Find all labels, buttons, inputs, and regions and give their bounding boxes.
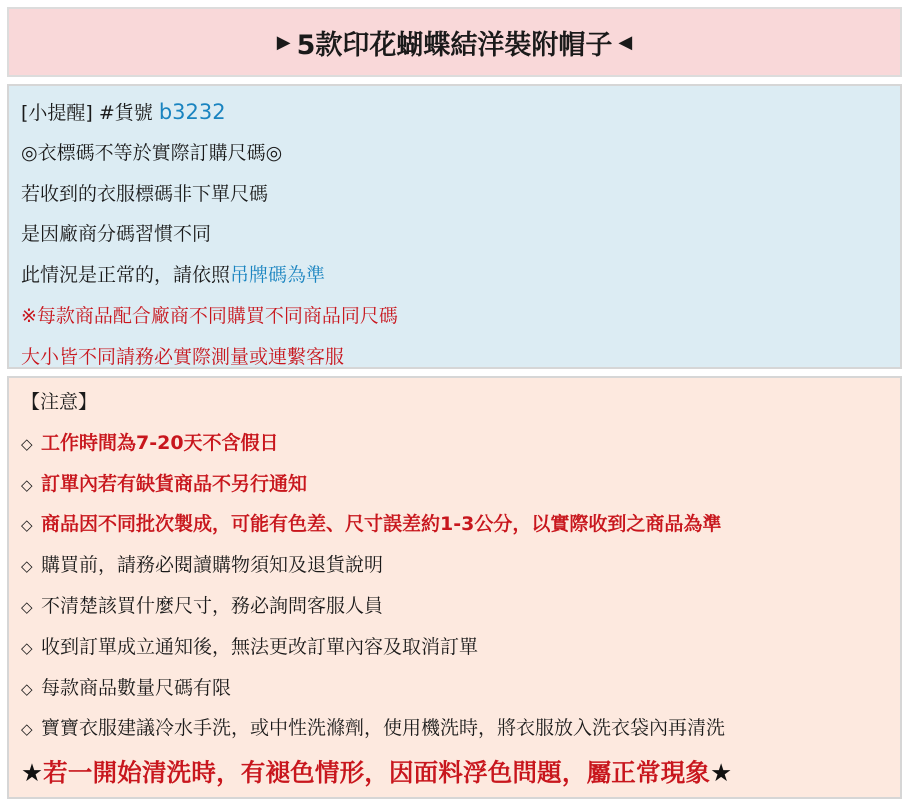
tag-size-text: 此情況是正常的，請依照 (21, 264, 231, 287)
sku-label: [小提醒] #貨號 (21, 102, 159, 124)
diamond-icon: ◇ (21, 475, 33, 494)
list-item (21, 708, 888, 749)
vendor-size-note: 是因廠商分碼習慣不同 (21, 223, 212, 246)
star-icon: ★ (21, 758, 44, 788)
washing-warning-text: 若一開始清洗時，有褪色情形，因面料浮色問題，屬正常現象 (43, 758, 711, 788)
list-item-text: 每款商品數量尺碼有限 (41, 676, 232, 699)
sku-line (21, 92, 888, 133)
diamond-icon: ◇ (21, 720, 33, 739)
tag-size-highlight: 吊牌碼為準 (230, 264, 326, 287)
list-item (21, 504, 888, 545)
page-title: 5款印花蝴蝶結洋裝附帽子 (296, 29, 613, 61)
list-item (21, 545, 888, 586)
arrow-left-icon: ◀ (618, 31, 633, 53)
diamond-icon: ◇ (21, 597, 33, 616)
list-item (21, 586, 888, 627)
list-item (21, 423, 888, 464)
list-item-text: 訂單內若有缺貨商品不另行通知 (41, 472, 308, 495)
list-item-text: 工作時間為7-20天不含假日 (41, 431, 279, 454)
star-icon: ★ (710, 758, 733, 788)
diamond-icon: ◇ (21, 638, 33, 657)
sku-code: b3232 (158, 100, 226, 124)
list-item-text: 購買前，請務必閱讀購物須知及退貨說明 (41, 554, 384, 577)
diamond-icon: ◇ (21, 557, 33, 576)
reminder-panel (7, 84, 902, 369)
list-item-text: 商品因不同批次製成，可能有色差、尺寸誤差約1-3公分，以實際收到之商品為準 (41, 513, 722, 536)
size-mismatch-note: 若收到的衣服標碼非下單尺碼 (21, 182, 269, 205)
arrow-right-icon: ▶ (276, 31, 291, 53)
diamond-icon: ◇ (21, 516, 33, 535)
size-tag-note: ◎衣標碼不等於實際訂購尺碼◎ (21, 141, 283, 164)
diamond-icon: ◇ (21, 679, 33, 698)
diamond-icon: ◇ (21, 434, 33, 453)
vendor-warning: ※每款商品配合廠商不同購買不同商品同尺碼 (21, 304, 398, 327)
measure-warning: 大小皆不同請務必實際測量或連繫客服 (21, 345, 345, 368)
notice-panel (7, 376, 902, 799)
title-banner (7, 7, 902, 77)
list-item-text: 寶寶衣服建議冷水手洗，或中性洗滌劑，使用機洗時，將衣服放入洗衣袋內再清洗 (41, 717, 726, 740)
notice-heading: 【注意】 (21, 391, 98, 413)
list-item (21, 668, 888, 709)
list-item (21, 627, 888, 668)
list-item-text: 收到訂單成立通知後，無法更改訂單內容及取消訂單 (41, 635, 479, 658)
washing-warning (21, 749, 888, 797)
list-item-text: 不清楚該買什麼尺寸，務必詢問客服人員 (41, 594, 384, 617)
list-item (21, 464, 888, 505)
tag-size-note (21, 255, 888, 296)
